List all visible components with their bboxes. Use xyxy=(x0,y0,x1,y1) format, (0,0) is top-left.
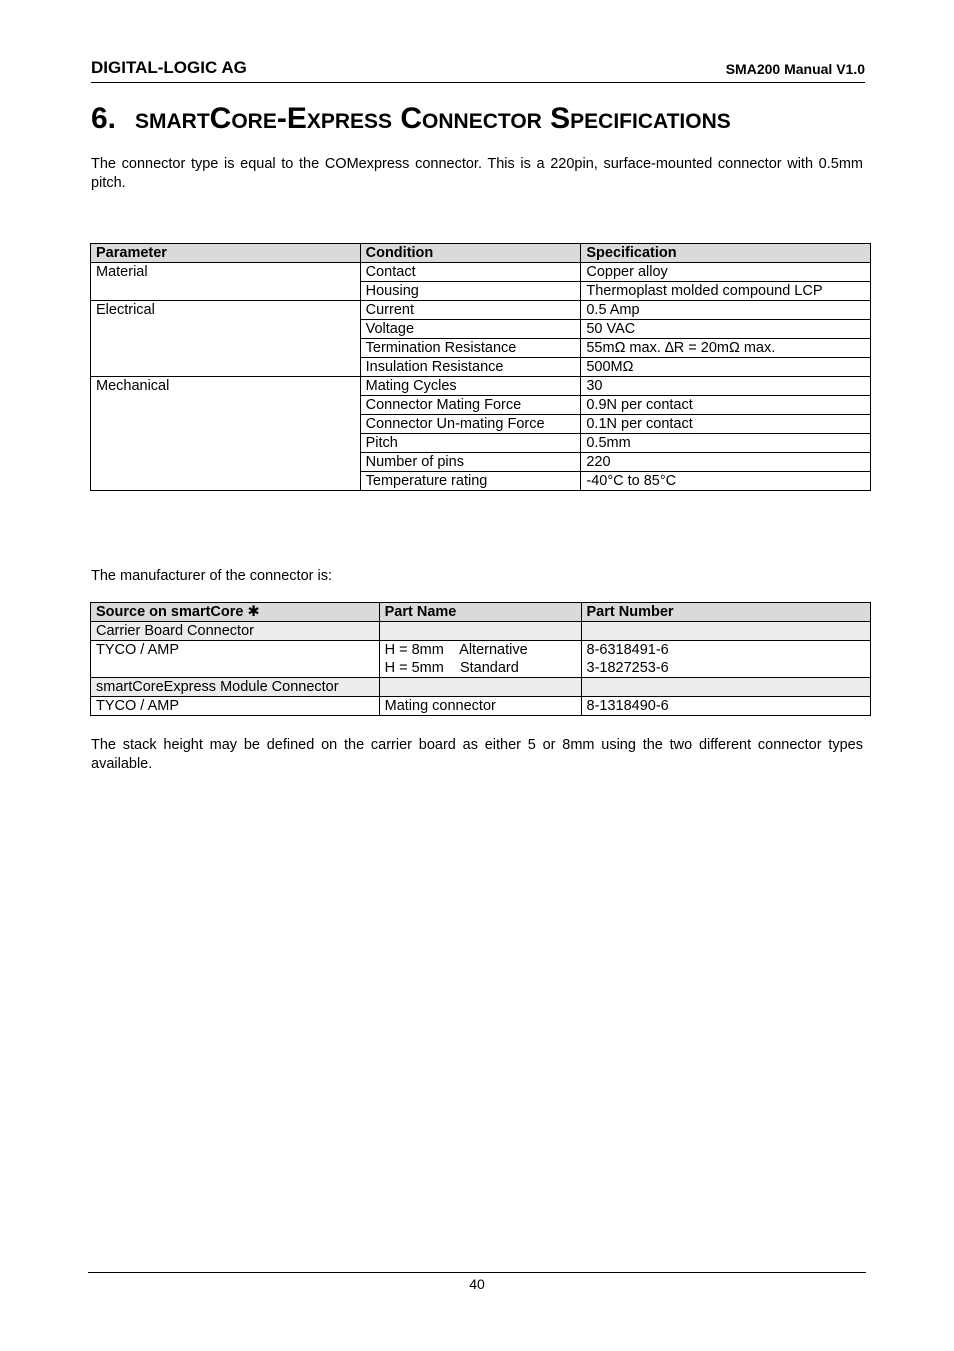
spec-header-row xyxy=(91,244,871,263)
empty-cell xyxy=(379,622,581,641)
condition-cell: Current xyxy=(360,301,581,320)
specification-cell: 0.5 Amp xyxy=(581,301,871,320)
section-title: smartCore-Express Connector Specifications xyxy=(135,102,731,135)
specification-cell: 0.5mm xyxy=(581,434,871,453)
condition-cell: Temperature rating xyxy=(360,472,581,491)
col-header-source: Source on smartCore ✱ xyxy=(91,603,380,622)
specification-cell: -40°C to 85°C xyxy=(581,472,871,491)
part-number-line: 8-6318491-6 xyxy=(586,642,669,658)
table-row xyxy=(91,641,871,678)
source-cell: TYCO / AMP xyxy=(91,641,380,678)
spec-table xyxy=(90,243,871,491)
condition-cell: Connector Mating Force xyxy=(360,396,581,415)
section-number: 6. xyxy=(91,102,117,135)
parameter-cell: Mechanical xyxy=(91,377,361,491)
condition-cell: Insulation Resistance xyxy=(360,358,581,377)
footer-divider xyxy=(88,1272,866,1273)
specification-cell: Copper alloy xyxy=(581,263,871,282)
condition-cell: Housing xyxy=(360,282,581,301)
specification-cell: 50 VAC xyxy=(581,320,871,339)
col-header-part-number: Part Number xyxy=(581,603,871,622)
closing-paragraph: The stack height may be defined on the carrier board as either 5 or 8mm using the two different connector types available. xyxy=(91,737,863,772)
part-number-cell xyxy=(581,641,871,678)
empty-cell xyxy=(379,678,581,697)
table-row xyxy=(91,377,871,396)
table-row xyxy=(91,301,871,320)
condition-cell: Mating Cycles xyxy=(360,377,581,396)
page-header xyxy=(91,58,865,83)
part-number-cell: 8-1318490-6 xyxy=(581,697,871,716)
empty-cell xyxy=(581,622,871,641)
group-label: smartCoreExpress Module Connector xyxy=(91,678,380,697)
col-header-specification: Specification xyxy=(581,244,871,263)
company-name: DIGITAL-LOGIC AG xyxy=(91,58,247,77)
part-number-line: 3-1827253-6 xyxy=(586,660,669,676)
page-number: 40 xyxy=(469,1276,485,1292)
part-name-line: H = 5mm Standard xyxy=(384,660,519,676)
specification-cell: Thermoplast molded compound LCP xyxy=(581,282,871,301)
specification-cell: 55mΩ max. ∆R = 20mΩ max. xyxy=(581,339,871,358)
group-label: Carrier Board Connector xyxy=(91,622,380,641)
condition-cell: Pitch xyxy=(360,434,581,453)
group-row-module xyxy=(91,678,871,697)
col-header-part-name: Part Name xyxy=(379,603,581,622)
manufacturer-intro: The manufacturer of the connector is: xyxy=(91,568,332,584)
source-cell: TYCO / AMP xyxy=(91,697,380,716)
specification-cell: 30 xyxy=(581,377,871,396)
parameter-cell: Material xyxy=(91,263,361,301)
condition-cell: Number of pins xyxy=(360,453,581,472)
group-row-carrier xyxy=(91,622,871,641)
specification-cell: 0.9N per contact xyxy=(581,396,871,415)
intro-paragraph: The connector type is equal to the COMexpress connector. This is a 220pin, surface-mounted connector with 0.5mm pitch. xyxy=(91,156,863,191)
specification-cell: 500MΩ xyxy=(581,358,871,377)
condition-cell: Termination Resistance xyxy=(360,339,581,358)
manufacturer-table xyxy=(90,602,871,716)
condition-cell: Contact xyxy=(360,263,581,282)
part-name-cell xyxy=(379,641,581,678)
condition-cell: Voltage xyxy=(360,320,581,339)
manual-title: SMA200 Manual V1.0 xyxy=(725,61,865,77)
table-row xyxy=(91,697,871,716)
col-header-condition: Condition xyxy=(360,244,581,263)
mfr-header-row xyxy=(91,603,871,622)
specification-cell: 220 xyxy=(581,453,871,472)
empty-cell xyxy=(581,678,871,697)
section-heading xyxy=(91,100,731,138)
parameter-cell: Electrical xyxy=(91,301,361,377)
table-row xyxy=(91,263,871,282)
specification-cell: 0.1N per contact xyxy=(581,415,871,434)
part-name-line: H = 8mm Alternative xyxy=(384,642,528,658)
part-name-cell: Mating connector xyxy=(379,697,581,716)
col-header-parameter: Parameter xyxy=(91,244,361,263)
condition-cell: Connector Un-mating Force xyxy=(360,415,581,434)
